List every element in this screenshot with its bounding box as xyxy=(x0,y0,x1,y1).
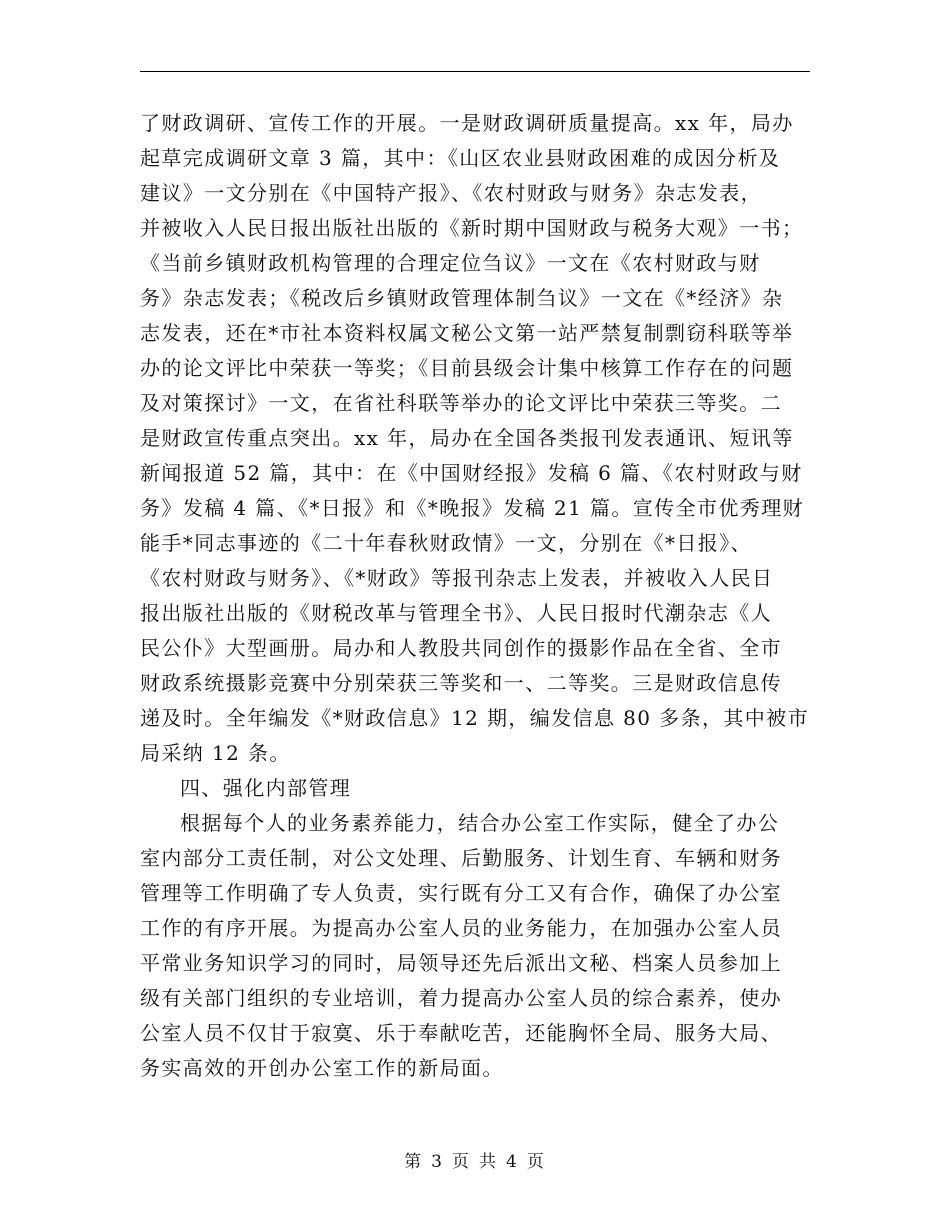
body-line: 室内部分工责任制，对公文处理、后勤服务、计划生育、车辆和财务 xyxy=(140,846,782,870)
body-line: 并被收入人民日报出版社出版的《新时期中国财政与税务大观》一书； xyxy=(140,216,804,240)
body-line: 了财政调研、宣传工作的开展。一是财政调研质量提高。xx 年，局办 xyxy=(140,111,794,135)
body-line: 务实高效的开创办公室工作的新局面。 xyxy=(140,1056,504,1080)
page-footer xyxy=(0,1147,950,1172)
page-number: 3 xyxy=(431,1152,444,1172)
total-unit: 页 xyxy=(526,1152,546,1172)
body-line: 建议》一文分别在《中国特产报》、《农村财政与财务》杂志发表， xyxy=(140,181,762,205)
body-text xyxy=(140,106,810,1086)
body-line: 务》发稿 4 篇、《*日报》和《*晚报》发稿 21 篇。宣传全市优秀理财 xyxy=(140,496,805,520)
body-line: 公室人员不仅甘于寂寞、乐于奉献吃苦，还能胸怀全局、服务大局、 xyxy=(140,1021,782,1045)
page-label: 第 xyxy=(404,1152,424,1172)
body-line: 是财政宣传重点突出。xx 年，局办在全国各类报刊发表通讯、短讯等 xyxy=(140,426,794,450)
body-line: 志发表，还在*市社本资料权属文秘公文第一站严禁复制剽窃科联等举 xyxy=(140,321,794,345)
body-line: 能手*同志事迹的《二十年春秋财政情》一文，分别在《*日报》、 xyxy=(140,531,752,555)
body-line: 新闻报道 52 篇，其中：在《中国财经报》发稿 6 篇、《农村财政与财 xyxy=(140,461,803,485)
body-line: 民公仆》大型画册。局办和人教股共同创作的摄影作品在全省、全市 xyxy=(140,636,782,660)
body-line: 级有关部门组织的专业培训，着力提高办公室人员的综合素养，使办 xyxy=(140,986,782,1010)
body-line: 根据每个人的业务素养能力，结合办公室工作实际，健全了办公 xyxy=(180,811,780,835)
body-line: 管理等工作明确了专人负责，实行既有分工又有合作，确保了办公室 xyxy=(140,881,782,905)
total-label: 共 xyxy=(479,1152,498,1172)
body-line: 财政系统摄影竞赛中分别荣获三等奖和一、二等奖。三是财政信息传 xyxy=(140,671,782,695)
body-line: 办的论文评比中荣获一等奖；《目前县级会计集中核算工作存在的问题 xyxy=(140,356,794,380)
header-rule xyxy=(140,71,810,72)
body-line: 工作的有序开展。为提高办公室人员的业务能力，在加强办公室人员 xyxy=(140,916,782,940)
body-line: 起草完成调研文章 3 篇，其中：《山区农业县财政困难的成因分析及 xyxy=(140,146,781,170)
body-line: 《农村财政与财务》、《*财政》等报刊杂志上发表，并被收入人民日 xyxy=(140,566,774,590)
body-line: 《当前乡镇财政机构管理的合理定位刍议》一文在《农村财政与财 xyxy=(140,251,761,275)
body-line: 报出版社出版的《财税改革与管理全书》、人民日报时代潮杂志《人 xyxy=(140,601,772,625)
body-line: 平常业务知识学习的同时，局领导还先后派出文秘、档案人员参加上 xyxy=(140,951,782,975)
page-unit: 页 xyxy=(452,1152,471,1172)
body-line: 递及时。全年编发《*财政信息》12 期，编发信息 80 多条，其中被市 xyxy=(140,706,809,730)
body-line: 局采纳 12 条。 xyxy=(140,741,291,765)
body-line: 及对策探讨》一文，在省社科联等举办的论文评比中荣获三等奖。二 xyxy=(140,391,782,415)
section-heading: 四、强化内部管理 xyxy=(180,776,352,800)
total-pages: 4 xyxy=(506,1152,519,1172)
body-line: 务》杂志发表；《税改后乡镇财政管理体制刍议》一文在《*经济》杂 xyxy=(140,286,784,310)
